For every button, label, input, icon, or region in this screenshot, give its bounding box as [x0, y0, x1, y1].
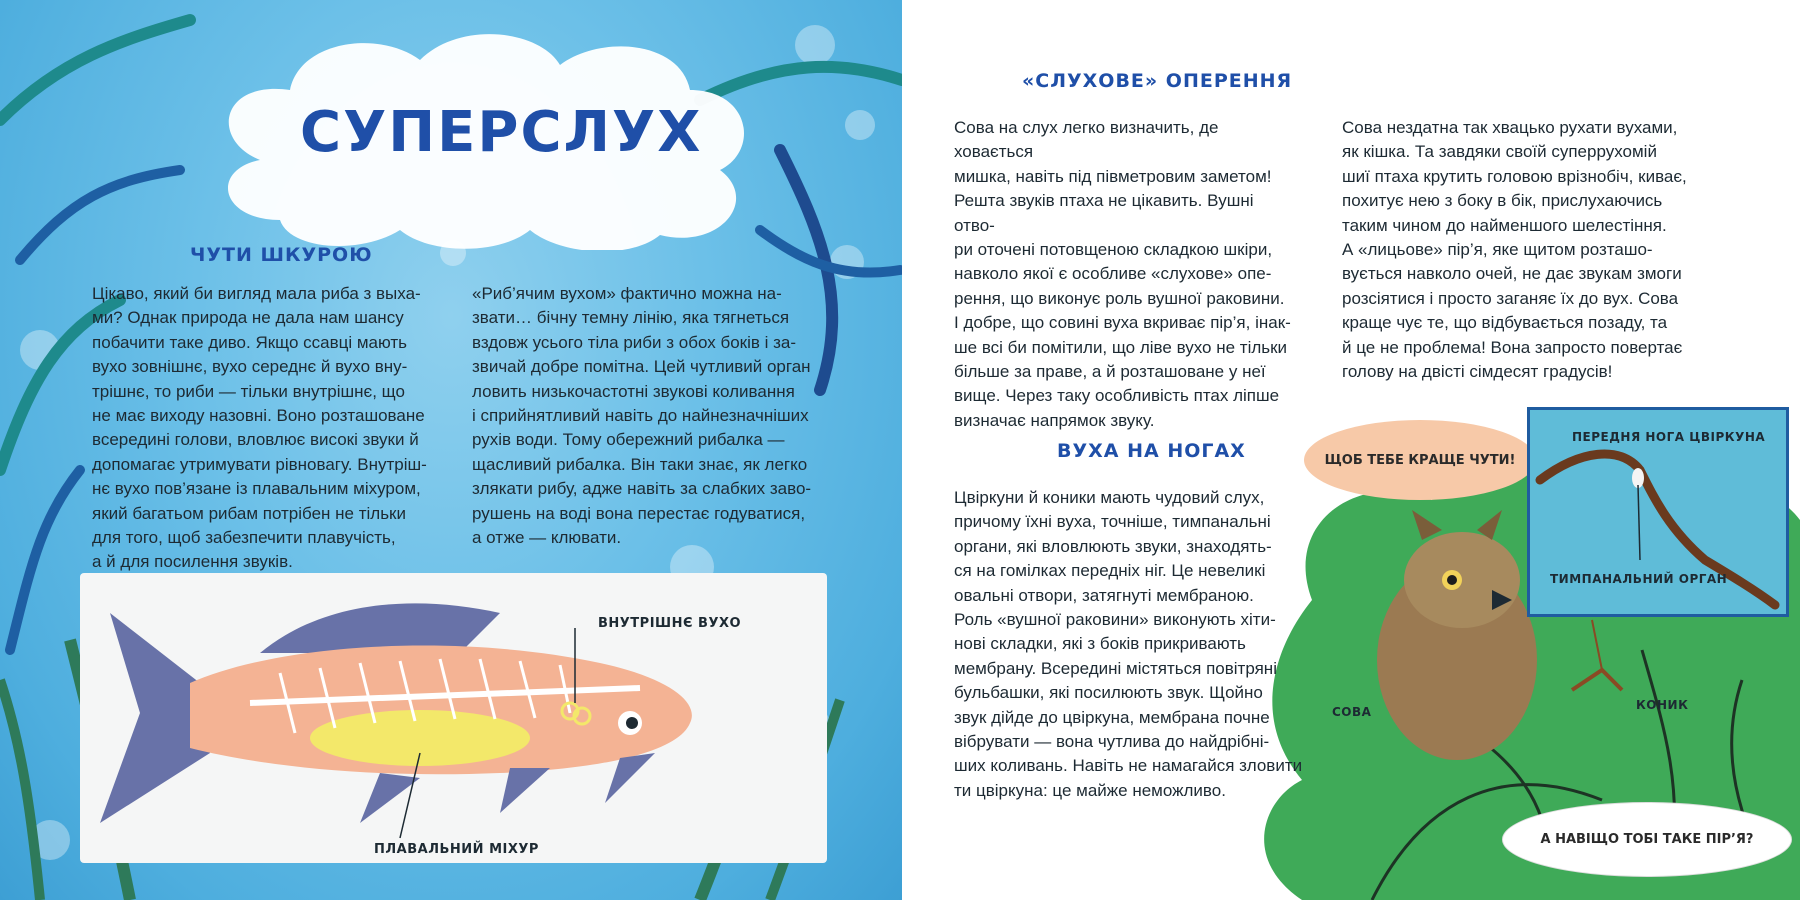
text-line: визначає напрямок звуку.: [954, 410, 1155, 430]
text-line: Решта звуків птаха не цікавить. Вушні отво-: [954, 191, 1254, 235]
text-line: Цікаво, який би вигляд мала риба з выха-: [92, 284, 421, 303]
text-line: вібрувати — вона чутлива до найдрібні-: [954, 732, 1270, 752]
text-line: мембрану. Всередині містяться повітряні: [954, 658, 1277, 678]
text-line: краще чує те, що відбувається позаду, та: [1342, 313, 1668, 333]
text-line: злякати рибу, адже навіть за слабких заво-: [472, 479, 812, 499]
text-line: вище. Через таку особливість птах ліпше: [954, 386, 1280, 406]
text-line: шиї птаха крутить головою врізнобіч, киває,: [1342, 166, 1687, 186]
text-line: навколо якої є особливе «слухове» опе-: [954, 264, 1272, 284]
text-line: для того, щоб забезпечити плавучість,: [92, 528, 396, 548]
text-line: рухів води. Тому обережний рибалка —: [472, 430, 785, 450]
text-line: і сприйнятливий навіть до найнезначніших: [472, 406, 809, 426]
text-line: ти цвіркуна: це майже неможливо.: [954, 780, 1226, 800]
inset-title: ПЕРЕДНЯ НОГА ЦВІРКУНА: [1572, 430, 1766, 444]
text-line: більше за праве, а й розташоване у неї: [954, 362, 1266, 382]
text-line: щасливий рибалка. Він таки знає, як легко: [472, 454, 808, 474]
text-line: трішнє, то риби — тільки внутрішнє, що: [92, 381, 405, 401]
text-line: ловить низькочастотні звукові коливання: [472, 381, 795, 401]
text-line: а й для посилення звуків.: [92, 552, 293, 572]
text-line: всередині голови, вловлює високі звуки й: [92, 430, 419, 450]
text-line: ся на гомілках передніх ніг. Це невеликі: [954, 561, 1266, 581]
text-line: бульбашки, які посилюють звук. Щойно: [954, 683, 1263, 703]
text-line: побачити таке диво. Якщо ссавці мають: [92, 332, 408, 352]
text-line: вздовж усього тіла риби з обох боків і за-: [472, 332, 797, 352]
section-heading-hearing-feathers: «СЛУХОВЕ» ОПЕРЕННЯ: [1022, 70, 1293, 92]
owl-column-1: [954, 116, 1294, 433]
text-line: вується навколо очей, не дає звукам змоги: [1342, 264, 1682, 284]
cricket-leg-inset: [1527, 407, 1789, 617]
text-line: мишка, навіть під півметровим заметом!: [954, 166, 1272, 186]
text-line: органи, які вловлюють звуки, знаходять-: [954, 536, 1272, 556]
section-heading-ears-on-legs: ВУХА НА НОГАХ: [1057, 440, 1246, 462]
text-line: Роль «вушної раковини» виконують хіти-: [954, 610, 1276, 630]
text-line: який багатьом рибам потрібен не тільки: [92, 503, 406, 523]
speech-bubble-bottom: А НАВІЩО ТОБІ ТАКЕ ПІР’Я?: [1502, 802, 1792, 877]
text-line: вухо зовнішнє, вухо середнє й вухо вну-: [92, 357, 408, 377]
text-line: й це не проблема! Вона запросто повертає: [1342, 337, 1683, 357]
text-line: нові складки, які з боків прикривають: [954, 634, 1246, 654]
text-line: овальні отвори, затягнуті мембраною.: [954, 585, 1254, 605]
text-line: Сова на слух легко визначить, де ховається: [954, 118, 1219, 162]
text-line: таким чином до найменшого шелестіння.: [1342, 215, 1667, 235]
label-inner-ear: ВНУТРІШНЄ ВУХО: [598, 616, 742, 631]
text-line: ми? Однак природа не дала нам шансу: [92, 308, 404, 328]
text-line: як кішка. Та завдяки своїй суперрухомій: [1342, 142, 1657, 162]
text-line: похитує нею з боку в бік, прислухаючись: [1342, 191, 1663, 211]
right-column-text: [472, 282, 832, 550]
label-owl: СОВА: [1332, 705, 1372, 719]
label-tympanal-organ: ТИМПАНАЛЬНИЙ ОРГАН: [1550, 572, 1728, 586]
text-line: ших коливань. Навіть не намагайся зловити: [954, 756, 1303, 776]
text-line: нє вухо пов’язане із плавальним міхуром,: [92, 479, 421, 499]
owl-column-2: [1342, 116, 1692, 384]
text-line: Сова нездатна так хвацько рухати вухами,: [1342, 118, 1678, 137]
label-swim-bladder: ПЛАВАЛЬНИЙ МІХУР: [374, 842, 539, 857]
text-line: А «лицьове» пір’я, яке щитом розташо-: [1342, 240, 1653, 260]
text-line: І добре, що совині вуха вкриває пір’я, інак-: [954, 313, 1291, 333]
text-line: а отже — клювати.: [472, 528, 622, 548]
text-line: рення, що виконує роль вушної раковини.: [954, 288, 1285, 308]
text-line: звати… бічну темну лінію, яка тягнеться: [472, 308, 790, 328]
text-line: не має виходу назовні. Воно розташоване: [92, 406, 425, 426]
text-line: голову на двісті сімдесят градусів!: [1342, 362, 1613, 382]
section-heading-feel-with-skin: ЧУТИ ШКУРОЮ: [190, 244, 373, 266]
text-line: ри оточені потовщеною складкою шкіри,: [954, 240, 1273, 260]
text-line: ше всі би помітили, що ліве вухо не тільки: [954, 337, 1288, 357]
speech-bubble-top: ЩОБ ТЕБЕ КРАЩЕ ЧУТИ!: [1304, 420, 1536, 500]
text-line: Цвіркуни й коники мають чудовий слух,: [954, 488, 1265, 507]
text-line: «Риб’ячим вухом» фактично можна на-: [472, 284, 782, 303]
page-title: СУПЕРСЛУХ: [300, 100, 703, 165]
text-line: рушень на воді вона перестає годуватися,: [472, 503, 806, 523]
text-line: допомагає утримувати рівновагу. Внутріш-: [92, 454, 427, 474]
cricket-column: [954, 486, 1304, 803]
text-line: розсіятися і просто заганяє їх до вух. Сова: [1342, 288, 1679, 308]
left-column-text: [92, 282, 442, 575]
label-grasshopper: КОНИК: [1636, 698, 1689, 712]
text-line: причому їхні вуха, точніше, тимпанальні: [954, 512, 1271, 532]
text-line: звичай добре помітна. Цей чутливий орган: [472, 357, 811, 377]
text-line: звук дійде до цвіркуна, мембрана почне: [954, 707, 1270, 727]
